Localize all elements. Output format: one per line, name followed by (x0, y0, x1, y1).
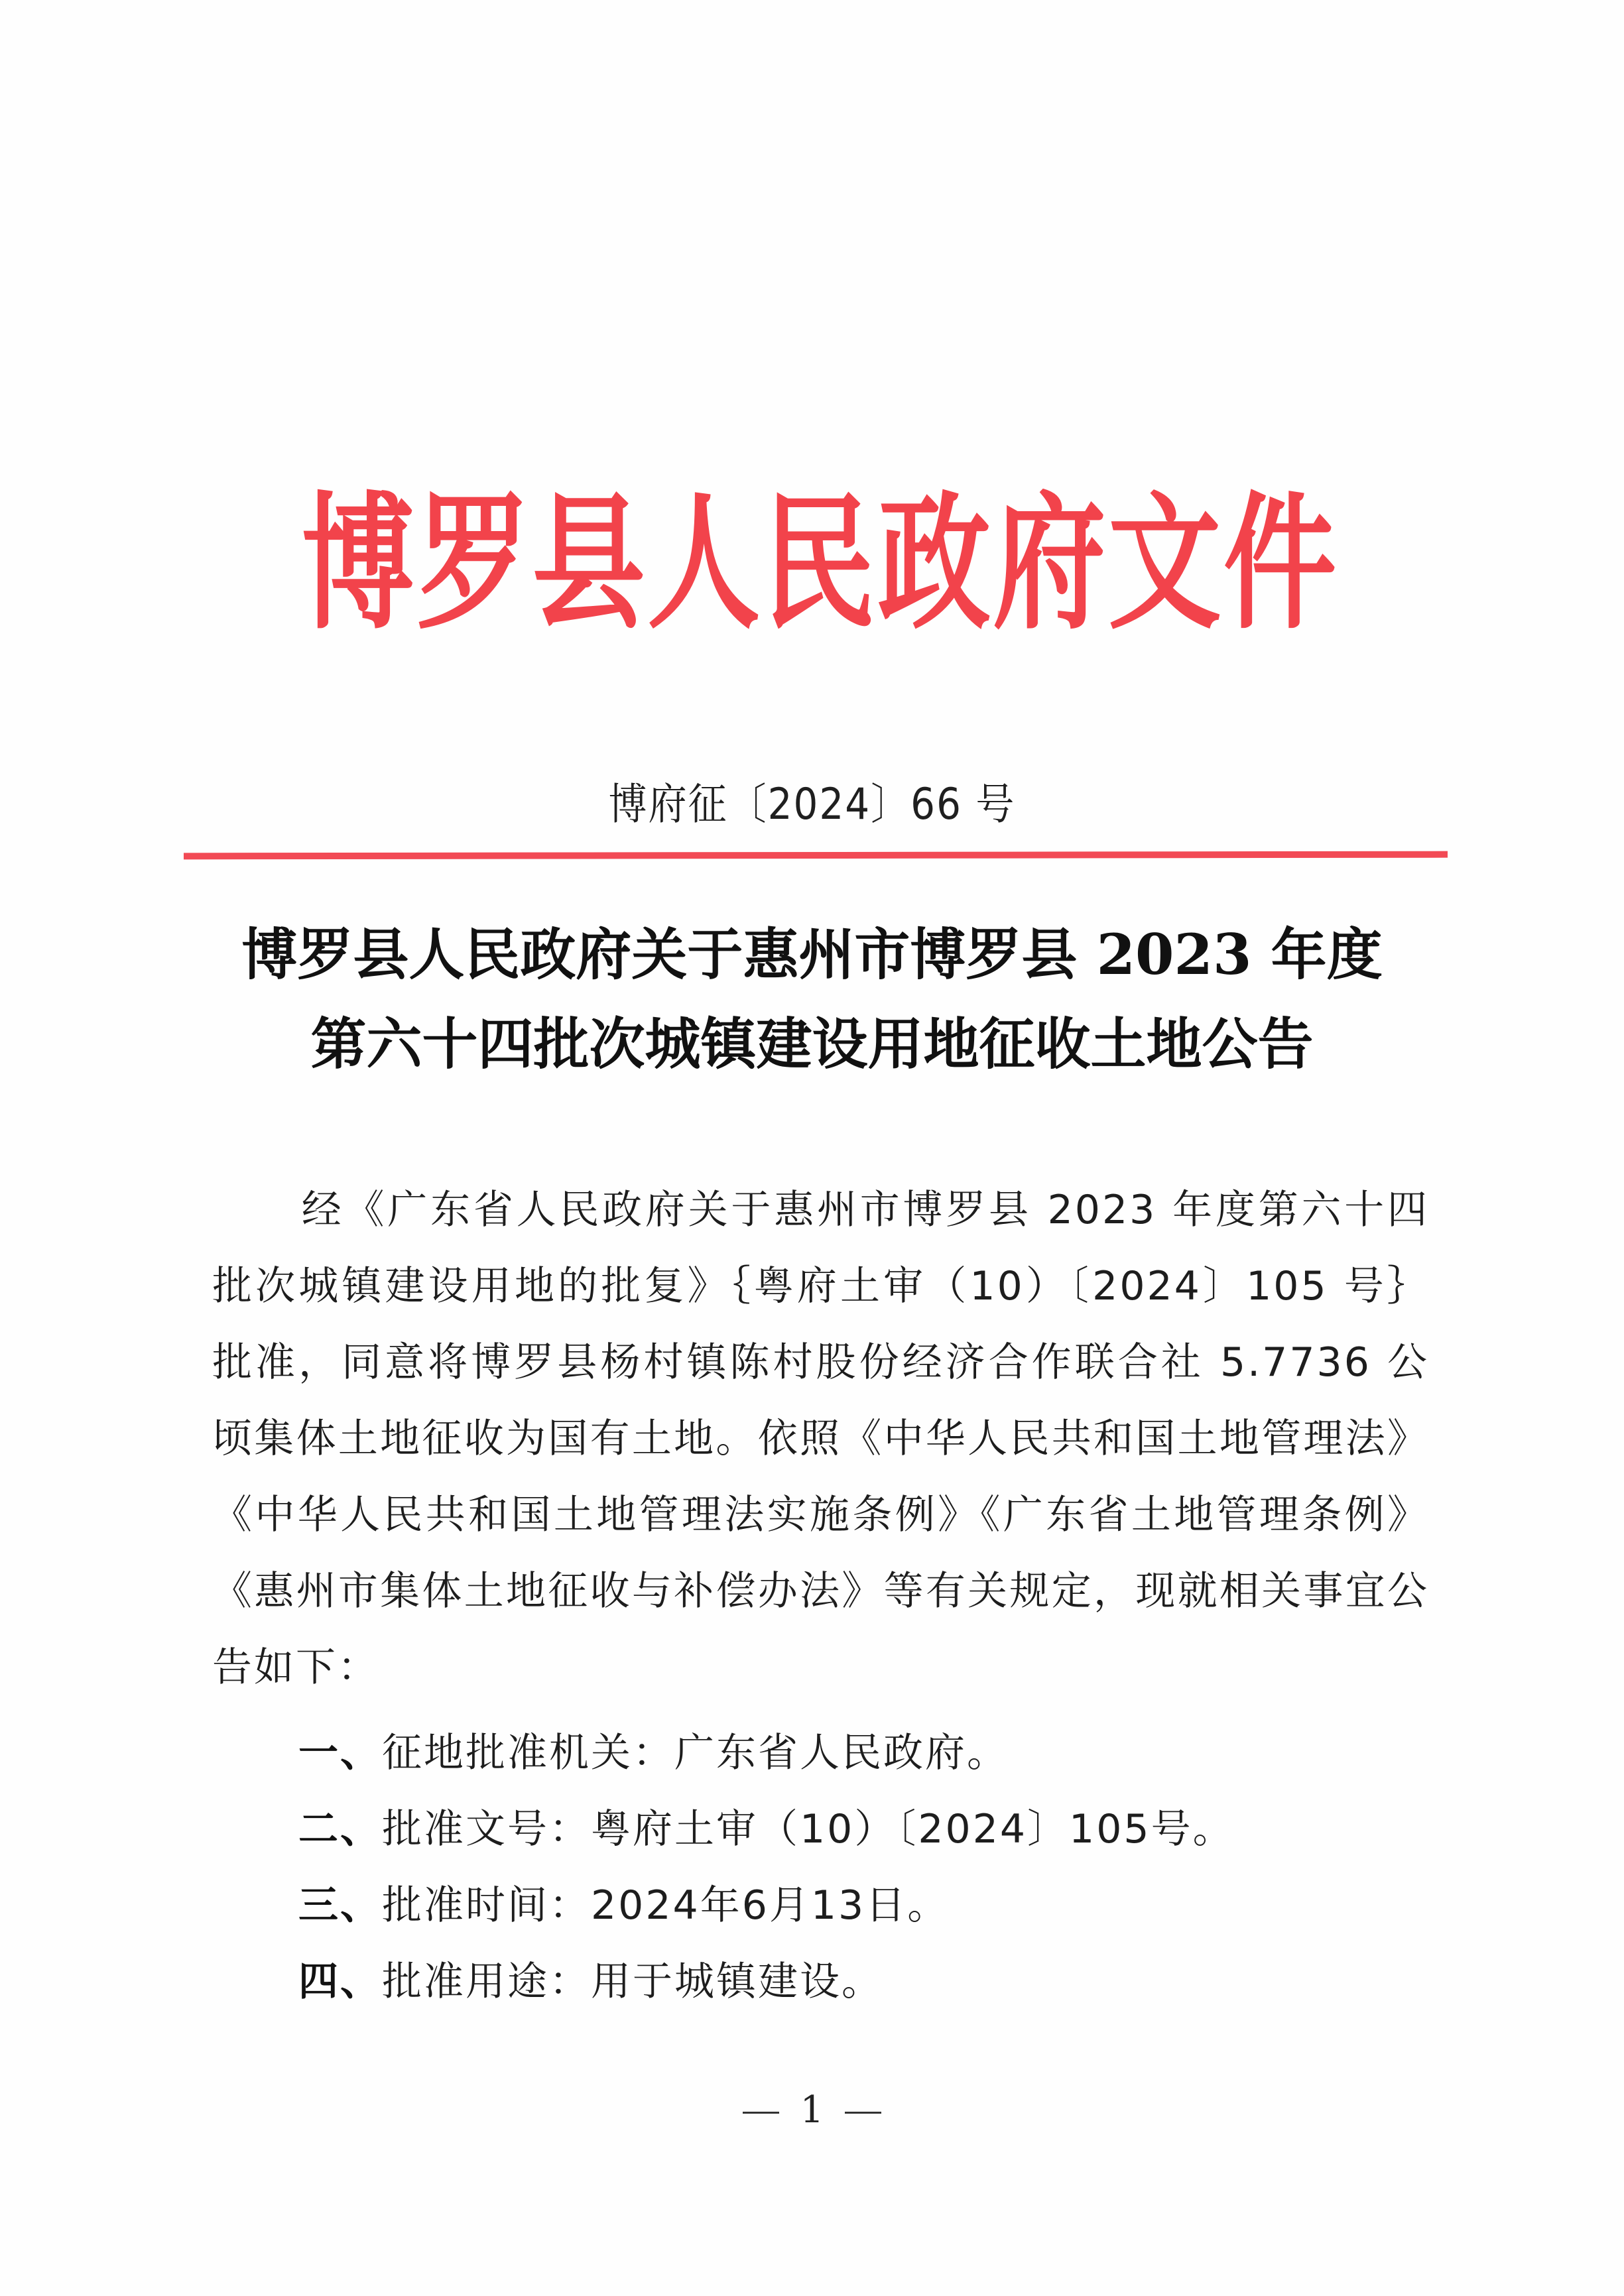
page-number-dash-left (743, 2112, 779, 2114)
page-number-value: 1 (800, 2088, 824, 2132)
item-number: 四、 (298, 1959, 382, 2005)
masthead-char: 民 (763, 477, 876, 650)
item-value: 粤府土审（10）〔2024〕105号。 (591, 1806, 1235, 1852)
item-label: 批准时间： (382, 1882, 591, 1929)
item-value: 广东省人民政府。 (674, 1730, 1009, 1776)
announcement-items (298, 1715, 1235, 2020)
masthead-char: 文 (1108, 477, 1221, 650)
body-paragraph-text: 经《广东省人民政府关于惠州市博罗县 2023 年度第六十四批次城镇建设用地的批复》｛粤府土审（10）〔2024〕105 号｝批准，同意将博罗县杨村镇陈村股份经济合作联合社 5.7736 公顷集体土地征收为国有土地。依照《中华人民共和国土地管理法》《中华人民共和国土地管理法实施条例》《广东省土地管理条例》《惠州市集体土地征收与补偿办法》等有关规定，现就相关事宜公告如下： (212, 1187, 1429, 1691)
item-label: 征地批准机关： (382, 1730, 674, 1776)
notice-title-line-1: 博罗县人民政府关于惠州市博罗县 2023 年度 (241, 922, 1383, 987)
masthead-char: 人 (647, 477, 761, 650)
document-number: 博府征〔2024〕66 号 (608, 778, 1016, 829)
item-label: 批准用途： (382, 1959, 591, 2005)
item-value: 用于城镇建设。 (591, 1959, 883, 2005)
item-value: 2024年6月13日。 (591, 1882, 950, 1929)
red-separator-line (184, 851, 1448, 860)
announcement-item-approval-number (298, 1791, 1235, 1868)
masthead-char: 府 (993, 477, 1106, 650)
masthead-char: 政 (877, 477, 991, 650)
announcement-item-approval-date (298, 1868, 1235, 1944)
item-label: 批准文号： (382, 1806, 591, 1852)
masthead-title (302, 477, 1337, 650)
item-number: 一、 (298, 1730, 382, 1776)
masthead-char: 县 (532, 477, 645, 650)
page-number (0, 2088, 1624, 2132)
announcement-item-approval-purpose (298, 1944, 1235, 2020)
item-number: 二、 (298, 1806, 382, 1852)
masthead-char: 博 (302, 477, 415, 650)
notice-title-line-2: 第六十四批次城镇建设用地征收土地公告 (310, 1011, 1314, 1077)
item-number: 三、 (298, 1882, 382, 1929)
masthead-char: 件 (1223, 477, 1337, 650)
body-paragraph (212, 1172, 1429, 1706)
masthead-char: 罗 (416, 477, 530, 650)
announcement-item-approval-authority (298, 1715, 1235, 1791)
page-number-dash-right (845, 2112, 881, 2114)
